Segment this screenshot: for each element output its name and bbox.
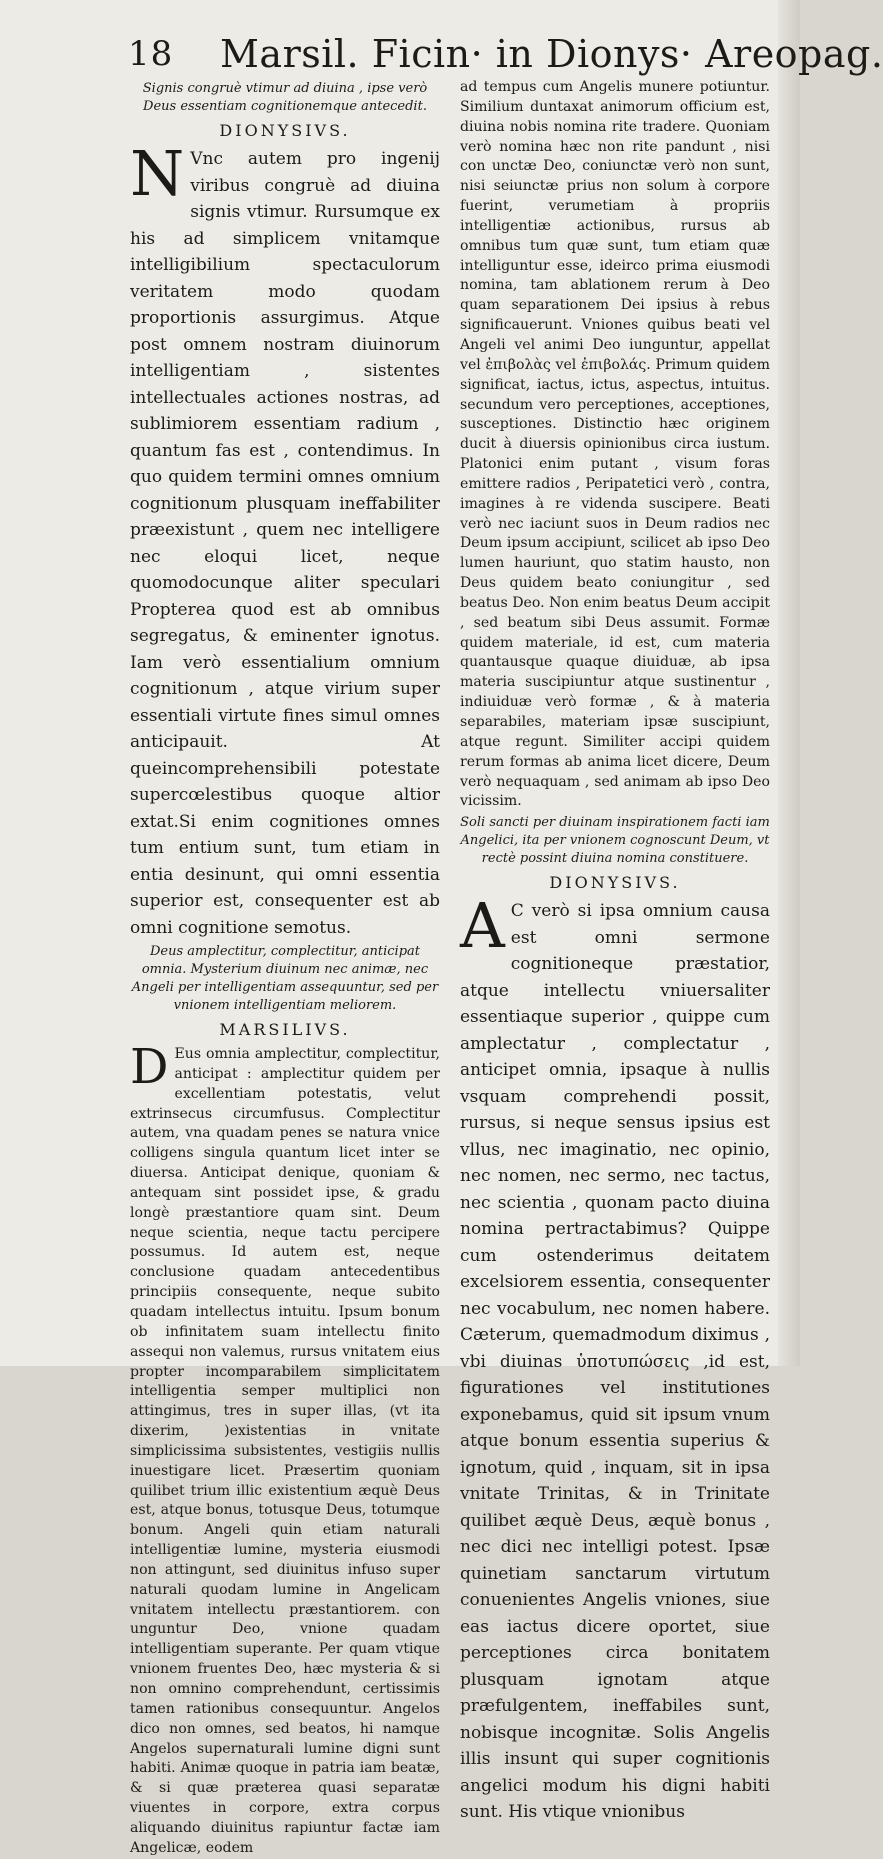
page-number: 18 xyxy=(128,34,174,74)
left-column xyxy=(130,78,440,1856)
dionysius-paragraph xyxy=(130,137,440,941)
marginal-summary-middle: Deus amplectitur, complectitur, anticipat omnia. Mysterium diuinum nec animæ, nec Angeli per intelligentiam assequuntur, sed per vnionem intelligentiam meliorem. xyxy=(131,944,439,1013)
dionysius-text-right: C verò si ipsa omnium causa est omni sermone cognitioneque præstatior, atque intellectu vniuersaliter essentiaque superior , quippe cum amplectatur , complectatur , anticipet omnia, ipsaque à nullis vsquam comprehendi possit, rursus, si neque sensus ipsius est vllus, nec imaginatio, nec opinio, nec nomen, nec sermo, nec tactus, nec scientia , quonam pacto diuina nomina pertractabimus? Quippe cum ostenderimus deitatem excelsiorem essentia, consequenter nec vocabulum, nec nomen habere. Cæterum, quemadmodum diximus , vbi diuinas ὑποτυπώσεις ,id est, figurationes vel institutiones exponebamus, quid sit ipsum vnum atque bonum essentia superius & ignotum, quid , inquam, sit in ipsa vnitate Trinitas, & in Trinitate quilibet æquè Deus, æquè bonus , nec dici nec intelligi potest. Ipsæ quinetiam sanctarum virtutum conuenientes Angelis vniones, siue eas iactus dicere oportet, siue perceptiones circa bonitatem plusquam ignotam atque præfulgentem, ineffabiles sunt, nobisque incognitæ. Solis Angelis illis insunt qui super cognitionis angelici modum his digni habiti sunt. His vtique vnionibus xyxy=(460,901,770,1823)
dionysius-paragraph-right xyxy=(460,889,770,1826)
right-column xyxy=(460,78,770,1823)
drop-cap-initial: N xyxy=(130,137,185,210)
marginal-summary-right: Soli sancti per diuinam inspirationem facti iam Angelici, ita per vnionem cognoscunt Deum, vt rectè possint diuina nomina constituere. xyxy=(460,815,770,867)
page-header xyxy=(120,28,883,84)
running-title: Marsil. Ficin· in Dionys· Areopag. xyxy=(220,32,883,76)
drop-cap-initial: D xyxy=(130,1039,169,1095)
marsilius-paragraph xyxy=(130,1039,440,1859)
heading-dionysius: DIONYSIVS. xyxy=(219,121,351,140)
heading-dionysius-right: DIONYSIVS. xyxy=(549,873,681,893)
marsilius-text: Eus omnia amplectitur, complectitur, anticipat : amplectitur quidem per excellentiam potestatis, velut extrinsecus circumfusus. Complectitur autem, vna quadam penes se natura vnice colligens singula quantum licet inter se diuersa. Anticipat denique, quoniam & antequam sint possidet ipse, & gradu longè præstantiore quam sint. Deum neque scientia, neque tactu percipere possumus. Id autem est, neque conclusione quadam antecedentibus principiis consequente, neque subito quadam intellectus intuitu. Ipsum bonum ob infinitatem suam intellectu finito assequi non valemus, rursus vnitatem eius propter incomparabilem simplicitatem intelligentia semper multiplici non attingimus, tres in super illas, (vt ita dixerim, )existentias in vnitate simplicissima subsistentes, vestigiis nullis inuestigare licet. Præsertim quoniam quilibet trium illic existentium æquè Deus est, atque bonus, totusque Deus, totumque bonum. Angeli quin etiam naturali intelligentiæ lumine, mysteria eiusmodi non attingunt, sed diuinitus infuso super naturali quodam lumine in Angelicam vnitatem intellectu præstantiorem. con unguntur Deo, vnione quadam intelligentiam superante. Per quam vtique vnionem fruentes Deo, hæc mysteria & si non omnino comprehendunt, certissimis tamen rationibus consequuntur. Angelos dico non omnes, sed beatos, hi namque Angelos supernaturali lumine digni sunt habiti. Animæ quoque in patria iam beatæ, & si quæ præterea quasi separatæ viuentes in corpore, extra corpus aliquando diuinitus rapiuntur factæ iam Angelicæ, eodem xyxy=(130,1046,440,1856)
page-edge xyxy=(778,0,800,1366)
heading-marsilius: MARSILIVS. xyxy=(219,1020,351,1039)
marsilius-continued: ad tempus cum Angelis munere potiuntur. Similium duntaxat animorum officium est, diuina nobis nomina rite tradere. Quoniam verò nomina hæc non rite pandunt , nisi con unctæ Deo, coniunctæ verò non sunt, nisi seiunctæ prius non solum à corpore fuerint, verumetiam à propriis intelligentiæ actionibus, rursus ab omnibus tum quæ sunt, tum etiam quæ intelliguntur esse, ideirco prima eiusmodi nomina, tam ablationem rerum à Deo quam separationem Dei ipsius à rebus significauerunt. Vniones quibus beati vel Angeli vel animi Deo iunguntur, appellat vel ἐπιβολὰς vel ἐπιβολάς. Primum quidem significat, iactus, ictus, aspectus, intuitus. secundum vero perceptiones, acceptiones, susceptiones. Distinctio hæc originem ducit à diuersis opinionibus circa iustum. Platonici enim putant , visum foras emittere radios , Peripatetici verò , contra, imagines à re videnda suscipere. Beati verò nec iaciunt suos in Deum radios nec Deum ipsum accipiunt, scilicet ab ipso Deo lumen hauriunt, quo statim hausto, non Deus quidem beato coniungitur , sed beatus Deo. Non enim beatus Deum accipit , sed beatum sibi Deus assumit. Formæ quidem materiale, id est, cum materia quantausque quaque diuiduæ, ab ipsa materia suscipiuntur atque sustinentur , indiuiduæ verò formæ , & à materia separabiles, materiam ipsæ suscipiunt, atque regunt. Similiter accipi quidem rerum formas ab anima licet dicere, Deum verò nequaquam , sed animam ab ipso Deo vicissim. xyxy=(460,79,770,810)
dionysius-text: Vnc autem pro ingenij viribus congruè ad diuina signis vtimur. Rursumque ex his ad simplicem vnitamque intelligibilium spectaculorum veritatem modo quodam proportionis assurgimus. Atque post omnem nostram diuinorum intelligentiam , sistentes intellectuales actiones nostras, ad sublimiorem essentiam radium , quantum fas est , contendimus. In quo quidem termini omnes omnium cognitionum plusquam ineffabiliter præexistunt , quem nec intelligere nec eloqui licet, neque quomodocunque aliter speculari Propterea quod est ab omnibus segregatus, & eminenter ignotus. Iam verò essentialium omnium cognitionum , atque virium super essentiali virtute fines simul omnes anticipauit. At queincomprehensibili potestate supercœlestibus quoque altior extat.Si enim cognitiones omnes tum entium sunt, tum etiam in entia desinunt, qui omni essentia superior est, consequenter est ab omni cognitione semotus. xyxy=(130,149,440,938)
marginal-summary-top: Signis congruè vtimur ad diuina , ipse verò Deus essentiam cognitionemque antecedit. xyxy=(142,81,428,114)
drop-cap-initial: A xyxy=(460,889,505,963)
